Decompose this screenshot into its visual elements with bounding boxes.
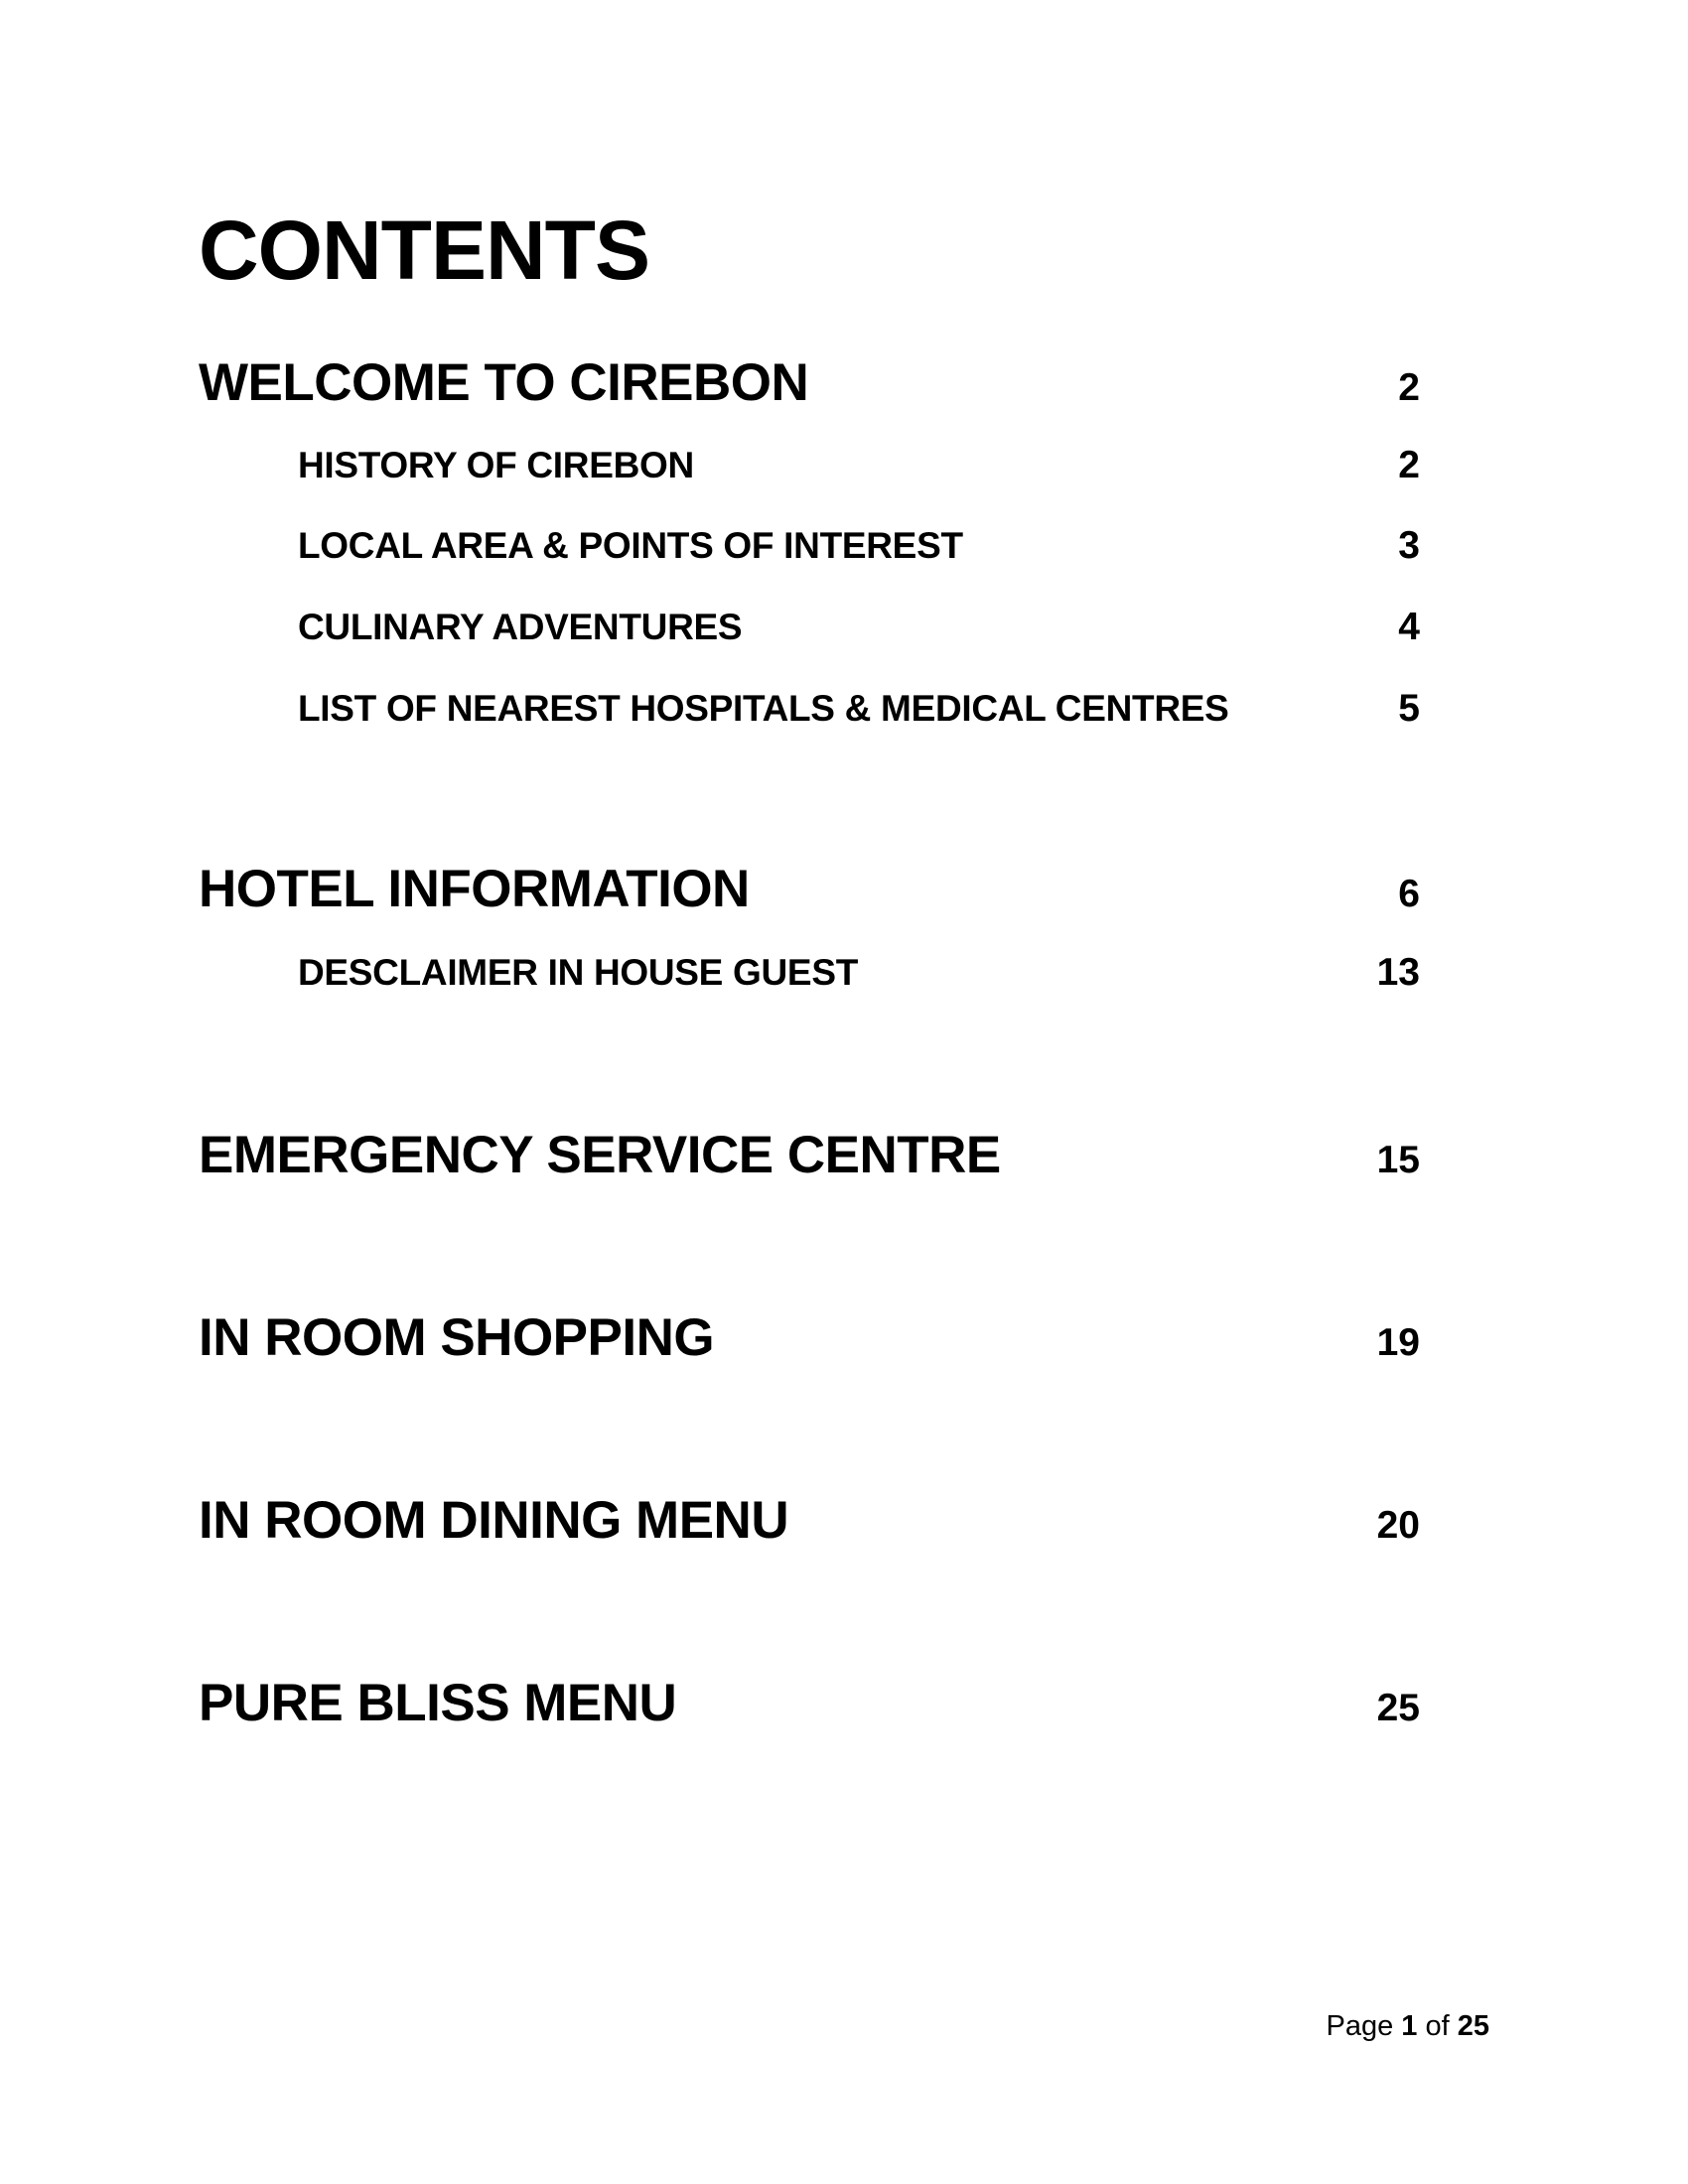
toc-entry-in-room-shopping[interactable] — [199, 1307, 1420, 1387]
toc-entry-history-of-cirebon[interactable] — [298, 444, 1420, 523]
toc-entry-page-number: 13 — [1376, 951, 1420, 994]
toc-entry-welcome-to-cirebon[interactable] — [199, 352, 1420, 432]
toc-entry-label: IN ROOM DINING MENU — [199, 1491, 789, 1550]
toc-entry-label: LOCAL AREA & POINTS OF INTEREST — [298, 525, 963, 566]
toc-entry-page-number: 19 — [1376, 1321, 1420, 1364]
toc-entry-page-number: 2 — [1398, 366, 1420, 409]
footer-current-page: 1 — [1401, 2010, 1418, 2042]
toc-entry-emergency-service-centre[interactable] — [199, 1125, 1420, 1204]
footer-total-pages: 25 — [1457, 2010, 1489, 2042]
toc-entry-hotel-information[interactable] — [199, 859, 1420, 938]
toc-entry-label: CULINARY ADVENTURES — [298, 607, 743, 647]
toc-entry-label: WELCOME TO CIREBON — [199, 353, 809, 412]
toc-entry-local-area[interactable] — [298, 524, 1420, 604]
toc-entry-nearest-hospitals[interactable] — [298, 687, 1420, 766]
toc-entry-label: HISTORY OF CIREBON — [298, 445, 694, 485]
footer-page-word: Page — [1326, 2010, 1394, 2042]
toc-entry-label: HOTEL INFORMATION — [199, 860, 750, 918]
toc-entry-label: IN ROOM SHOPPING — [199, 1308, 715, 1367]
toc-entry-pure-bliss-menu[interactable] — [199, 1673, 1420, 1752]
toc-entry-page-number: 3 — [1398, 524, 1420, 567]
toc-entry-page-number: 5 — [1398, 687, 1420, 730]
toc-entry-label: EMERGENCY SERVICE CENTRE — [199, 1126, 1001, 1184]
toc-entry-page-number: 6 — [1398, 873, 1420, 915]
toc-entry-page-number: 4 — [1398, 606, 1420, 648]
toc-entry-page-number: 15 — [1376, 1139, 1420, 1181]
toc-entry-page-number: 20 — [1376, 1504, 1420, 1547]
toc-entry-label: DESCLAIMER IN HOUSE GUEST — [298, 952, 858, 993]
toc-entry-page-number: 25 — [1376, 1687, 1420, 1729]
toc-entry-page-number: 2 — [1398, 444, 1420, 486]
toc-entry-in-room-dining-menu[interactable] — [199, 1490, 1420, 1570]
footer-of-word: of — [1425, 2010, 1450, 2042]
page-title: CONTENTS — [199, 204, 649, 297]
page-footer — [1326, 2010, 1489, 2043]
toc-entry-culinary-adventures[interactable] — [298, 606, 1420, 685]
toc-entry-disclaimer-in-house-guest[interactable] — [298, 951, 1420, 1030]
toc-entry-label: LIST OF NEAREST HOSPITALS & MEDICAL CENTRES — [298, 688, 1229, 729]
toc-entry-label: PURE BLISS MENU — [199, 1674, 677, 1732]
